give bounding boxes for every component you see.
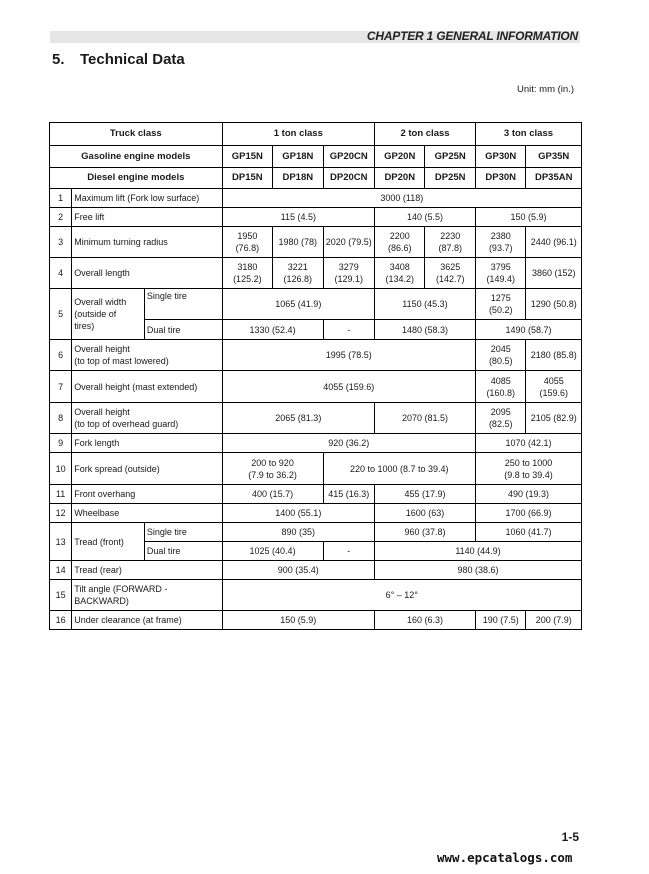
row-number: 2 <box>50 208 72 227</box>
row-number: 15 <box>50 580 72 611</box>
header-cell: Gasoline engine models <box>50 146 223 168</box>
value-cell: 415 (16.3) <box>323 485 374 504</box>
header-row-truck-class <box>50 123 582 146</box>
value-cell: 160 (6.3) <box>375 611 476 630</box>
value-cell: 1025 (40.4) <box>222 542 323 561</box>
value-cell: 1140 (44.9) <box>375 542 582 561</box>
value-cell: 1995 (78.5) <box>222 340 475 371</box>
model-cell: GP15N <box>222 146 272 168</box>
table-row <box>50 340 582 371</box>
value-cell: 250 to 1000 (9.8 to 39.4) <box>475 453 581 485</box>
model-cell: GP30N <box>475 146 525 168</box>
row-label: Front overhang <box>72 485 222 504</box>
value-cell: 1600 (63) <box>375 504 476 523</box>
table-row <box>50 258 582 289</box>
sub-label: Dual tire <box>144 542 222 561</box>
value-cell: 150 (5.9) <box>222 611 374 630</box>
unit-note: Unit: mm (in.) <box>517 84 574 95</box>
model-cell: GP25N <box>425 146 475 168</box>
value-cell: 1060 (41.7) <box>475 523 581 542</box>
header-cell: Diesel engine models <box>50 168 223 189</box>
table-row <box>50 289 582 320</box>
model-cell: DP30N <box>475 168 525 189</box>
sub-label: Single tire <box>144 523 222 542</box>
value-cell: 2070 (81.5) <box>375 403 476 434</box>
value-cell: 2065 (81.3) <box>222 403 374 434</box>
value-cell: 140 (5.5) <box>375 208 476 227</box>
row-label: Tread (rear) <box>72 561 222 580</box>
row-label: Overall height (mast extended) <box>72 371 222 403</box>
table-row <box>50 611 582 630</box>
row-label: Wheelbase <box>72 504 222 523</box>
row-label: Under clearance (at frame) <box>72 611 222 630</box>
technical-data-table <box>49 122 582 630</box>
value-cell: 1290 (50.8) <box>526 289 582 320</box>
row-label: Tilt angle (FORWARD - BACKWARD) <box>72 580 222 611</box>
table-row <box>50 485 582 504</box>
header-row-gasoline <box>50 146 582 168</box>
model-cell: DP15N <box>222 168 272 189</box>
value-cell: 1950 (76.8) <box>222 227 272 258</box>
table-row <box>50 434 582 453</box>
value-cell: 455 (17.9) <box>375 485 476 504</box>
model-cell: GP20N <box>375 146 425 168</box>
value-cell: 1330 (52.4) <box>222 320 323 340</box>
sub-label: Single tire <box>144 289 222 320</box>
model-cell: GP18N <box>273 146 323 168</box>
row-label: Free lift <box>72 208 222 227</box>
model-cell: DP20CN <box>323 168 374 189</box>
page-number: 1-5 <box>561 830 579 844</box>
value-cell: 3180 (125.2) <box>222 258 272 289</box>
value-cell: 3000 (118) <box>222 189 581 208</box>
header-cell: Truck class <box>50 123 223 146</box>
table-row <box>50 189 582 208</box>
row-number: 9 <box>50 434 72 453</box>
value-cell: 115 (4.5) <box>222 208 374 227</box>
row-label: Fork length <box>72 434 222 453</box>
model-cell: DP18N <box>273 168 323 189</box>
table-row <box>50 403 582 434</box>
value-cell: 2440 (96.1) <box>526 227 582 258</box>
value-cell: 1150 (45.3) <box>375 289 476 320</box>
section-heading <box>52 51 185 68</box>
row-number: 11 <box>50 485 72 504</box>
value-cell: 1480 (58.3) <box>375 320 476 340</box>
value-cell: 400 (15.7) <box>222 485 323 504</box>
model-cell: GP20CN <box>323 146 374 168</box>
value-cell: 3279 (129.1) <box>323 258 374 289</box>
value-cell: 2230 (87.8) <box>425 227 475 258</box>
value-cell: 220 to 1000 (8.7 to 39.4) <box>323 453 475 485</box>
value-cell: - <box>323 320 374 340</box>
value-cell: 200 (7.9) <box>526 611 582 630</box>
value-cell: 2045 (80.5) <box>475 340 525 371</box>
chapter-title: CHAPTER 1 GENERAL INFORMATION <box>366 29 578 43</box>
value-cell: 920 (36.2) <box>222 434 475 453</box>
row-number: 16 <box>50 611 72 630</box>
header-row-diesel <box>50 168 582 189</box>
row-label: Tread (front) <box>72 523 145 561</box>
row-number: 13 <box>50 523 72 561</box>
value-cell: 2200 (86.6) <box>375 227 425 258</box>
value-cell: 1400 (55.1) <box>222 504 374 523</box>
row-number: 10 <box>50 453 72 485</box>
model-cell: GP35N <box>526 146 582 168</box>
row-number: 3 <box>50 227 72 258</box>
table-row <box>50 523 582 542</box>
value-cell: 1490 (58.7) <box>475 320 581 340</box>
table-row <box>50 453 582 485</box>
value-cell: 3221 (126.8) <box>273 258 323 289</box>
model-cell: DP35AN <box>526 168 582 189</box>
value-cell: 3795 (149.4) <box>475 258 525 289</box>
row-label: Overall length <box>72 258 222 289</box>
table-row <box>50 227 582 258</box>
value-cell: 960 (37.8) <box>375 523 476 542</box>
value-cell: 190 (7.5) <box>475 611 525 630</box>
model-cell: DP25N <box>425 168 475 189</box>
table-row <box>50 208 582 227</box>
row-label: Overall height (to top of overhead guard) <box>72 403 222 434</box>
value-cell: 6° – 12° <box>222 580 581 611</box>
row-label: Maximum lift (Fork low surface) <box>72 189 222 208</box>
table-row <box>50 580 582 611</box>
value-cell: 4055 (159.6) <box>222 371 475 403</box>
row-number: 12 <box>50 504 72 523</box>
value-cell: 200 to 920 (7.9 to 36.2) <box>222 453 323 485</box>
header-cell: 1 ton class <box>222 123 374 146</box>
row-number: 4 <box>50 258 72 289</box>
value-cell: 1070 (42.1) <box>475 434 581 453</box>
value-cell: 2180 (85.8) <box>526 340 582 371</box>
watermark-link[interactable]: www.epcatalogs.com <box>437 850 573 865</box>
value-cell: 980 (38.6) <box>375 561 582 580</box>
row-number: 8 <box>50 403 72 434</box>
row-label: Fork spread (outside) <box>72 453 222 485</box>
model-cell: DP20N <box>375 168 425 189</box>
table-row <box>50 561 582 580</box>
value-cell: 3860 (152) <box>526 258 582 289</box>
value-cell: 3625 (142.7) <box>425 258 475 289</box>
value-cell: 2105 (82.9) <box>526 403 582 434</box>
sub-label: Dual tire <box>144 320 222 340</box>
row-number: 6 <box>50 340 72 371</box>
value-cell: 1065 (41.9) <box>222 289 374 320</box>
value-cell: 4055 (159.6) <box>526 371 582 403</box>
row-label: Overall height (to top of mast lowered) <box>72 340 222 371</box>
value-cell: 1700 (66.9) <box>475 504 581 523</box>
section-number: 5. <box>52 51 65 68</box>
value-cell: - <box>323 542 374 561</box>
row-number: 5 <box>50 289 72 340</box>
row-label: Minimum turning radius <box>72 227 222 258</box>
value-cell: 2020 (79.5) <box>323 227 374 258</box>
value-cell: 1980 (78) <box>273 227 323 258</box>
value-cell: 4085 (160.8) <box>475 371 525 403</box>
table-row <box>50 504 582 523</box>
value-cell: 150 (5.9) <box>475 208 581 227</box>
value-cell: 1275 (50.2) <box>475 289 525 320</box>
value-cell: 490 (19.3) <box>475 485 581 504</box>
header-cell: 2 ton class <box>375 123 476 146</box>
value-cell: 900 (35.4) <box>222 561 374 580</box>
row-number: 7 <box>50 371 72 403</box>
table-row <box>50 371 582 403</box>
header-cell: 3 ton class <box>475 123 581 146</box>
value-cell: 890 (35) <box>222 523 374 542</box>
row-label: Overall width (outside of tires) <box>72 289 145 340</box>
value-cell: 3408 (134.2) <box>375 258 425 289</box>
row-number: 14 <box>50 561 72 580</box>
row-number: 1 <box>50 189 72 208</box>
value-cell: 2095 (82.5) <box>475 403 525 434</box>
value-cell: 2380 (93.7) <box>475 227 525 258</box>
section-title: Technical Data <box>80 51 185 68</box>
